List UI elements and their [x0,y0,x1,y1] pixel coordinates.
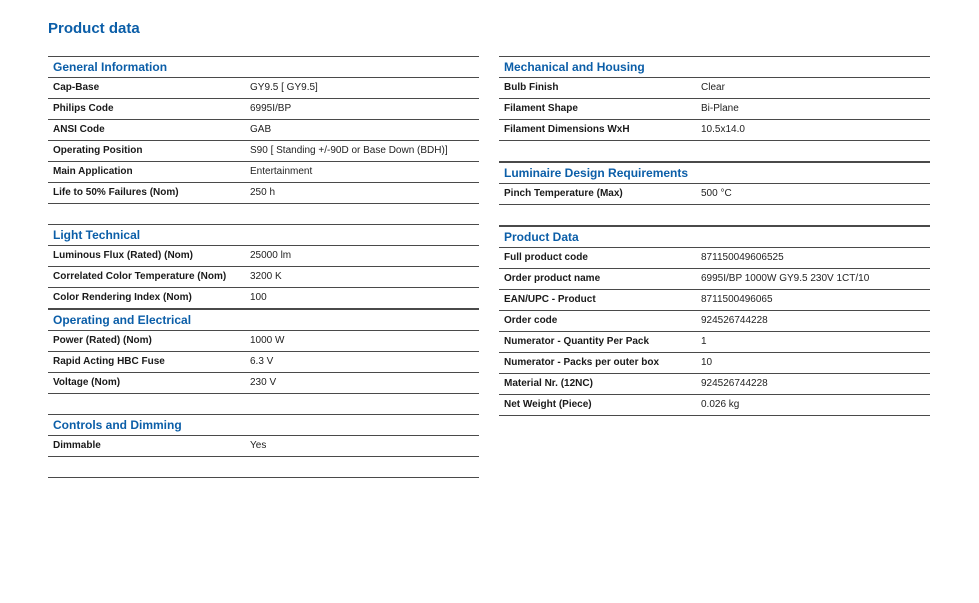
row-label: Filament Shape [504,103,578,114]
table-row [48,436,479,457]
row-value: 871150049606525 [701,252,784,263]
empty-row [48,457,479,478]
table-row [499,120,930,141]
row-value: 924526744228 [701,378,768,389]
row-value: GY9.5 [ GY9.5] [250,82,318,93]
table-row [499,353,930,374]
row-label: Rapid Acting HBC Fuse [53,356,165,367]
table-row [48,288,479,309]
row-value: 100 [250,292,267,303]
row-label: Main Application [53,166,133,177]
row-value: GAB [250,124,272,135]
section-heading: Controls and Dimming [48,414,479,436]
section-mechanical-housing [499,56,930,162]
row-label: Order code [504,315,558,326]
table-row [499,269,930,290]
row-label: Numerator - Packs per outer box [504,357,660,368]
table-row [48,78,479,99]
row-value: 8711500496065 [701,294,773,305]
row-value: Clear [701,82,725,93]
table-row [48,141,479,162]
empty-row [499,205,930,226]
row-value: Entertainment [250,166,313,177]
row-value: 500 °C [701,188,732,199]
row-label: Numerator - Quantity Per Pack [504,336,650,347]
table-row [499,374,930,395]
section-spacer [48,394,479,414]
row-label: Voltage (Nom) [53,377,121,388]
section-controls-dimming [48,414,479,478]
empty-row [499,141,930,162]
row-value: 1000 W [250,335,285,346]
section-heading: Operating and Electrical [48,309,479,331]
section-heading: Light Technical [48,224,479,246]
row-label: Life to 50% Failures (Nom) [53,187,179,198]
table-row [48,267,479,288]
section-spacer [48,204,479,224]
row-value: 10.5x14.0 [701,124,745,135]
row-label: Operating Position [53,145,143,156]
row-value: 924526744228 [701,315,768,326]
table-row [499,290,930,311]
row-label: Material Nr. (12NC) [504,378,593,389]
page-title: Product data [48,20,140,37]
section-heading: General Information [48,56,479,78]
row-value: 3200 K [250,271,282,282]
table-row [48,120,479,141]
row-label: EAN/UPC - Product [504,294,596,305]
section-heading: Mechanical and Housing [499,56,930,78]
table-row [499,184,930,205]
table-row [48,331,479,352]
row-label: Pinch Temperature (Max) [504,188,623,199]
table-row [499,248,930,269]
table-row [499,311,930,332]
section-heading: Product Data [499,226,930,248]
row-value: 25000 lm [250,250,292,261]
row-value: 10 [701,357,713,368]
row-label: Power (Rated) (Nom) [53,335,152,346]
section-product-data [499,226,930,416]
row-label: Philips Code [53,103,114,114]
row-label: Full product code [504,252,588,263]
table-row [48,162,479,183]
section-light-technical [48,224,479,309]
row-label: ANSI Code [53,124,105,135]
table-row [48,373,479,394]
table-row [48,99,479,120]
row-label: Color Rendering Index (Nom) [53,292,192,303]
table-row [499,99,930,120]
row-value: 250 h [250,187,276,198]
row-label: Luminous Flux (Rated) (Nom) [53,250,193,261]
row-label: Bulb Finish [504,82,559,93]
section-heading: Luminaire Design Requirements [499,162,930,184]
row-value: 0.026 kg [701,399,740,410]
row-value: Bi-Plane [701,103,739,114]
right-column [499,56,930,416]
table-row [48,352,479,373]
section-general-information [48,56,479,204]
row-value: 6995I/BP 1000W GY9.5 230V 1CT/10 [701,273,870,284]
row-label: Net Weight (Piece) [504,399,592,410]
row-label: Cap-Base [53,82,100,93]
row-value: 230 V [250,377,277,388]
row-value: Yes [250,440,267,451]
table-row [499,78,930,99]
table-row [48,183,479,204]
row-value: S90 [ Standing +/-90D or Base Down (BDH)] [250,145,448,156]
row-value: 1 [701,336,707,347]
row-value: 6995I/BP [250,103,292,114]
section-operating-electrical [48,309,479,394]
row-label: Dimmable [53,440,101,451]
row-value: 6.3 V [250,356,274,367]
row-label: Filament Dimensions WxH [504,124,630,135]
row-label: Order product name [504,273,601,284]
row-label: Correlated Color Temperature (Nom) [53,271,227,282]
left-column [48,56,479,478]
table-row [499,332,930,353]
table-row [499,395,930,416]
section-luminaire-design [499,162,930,226]
table-row [48,246,479,267]
